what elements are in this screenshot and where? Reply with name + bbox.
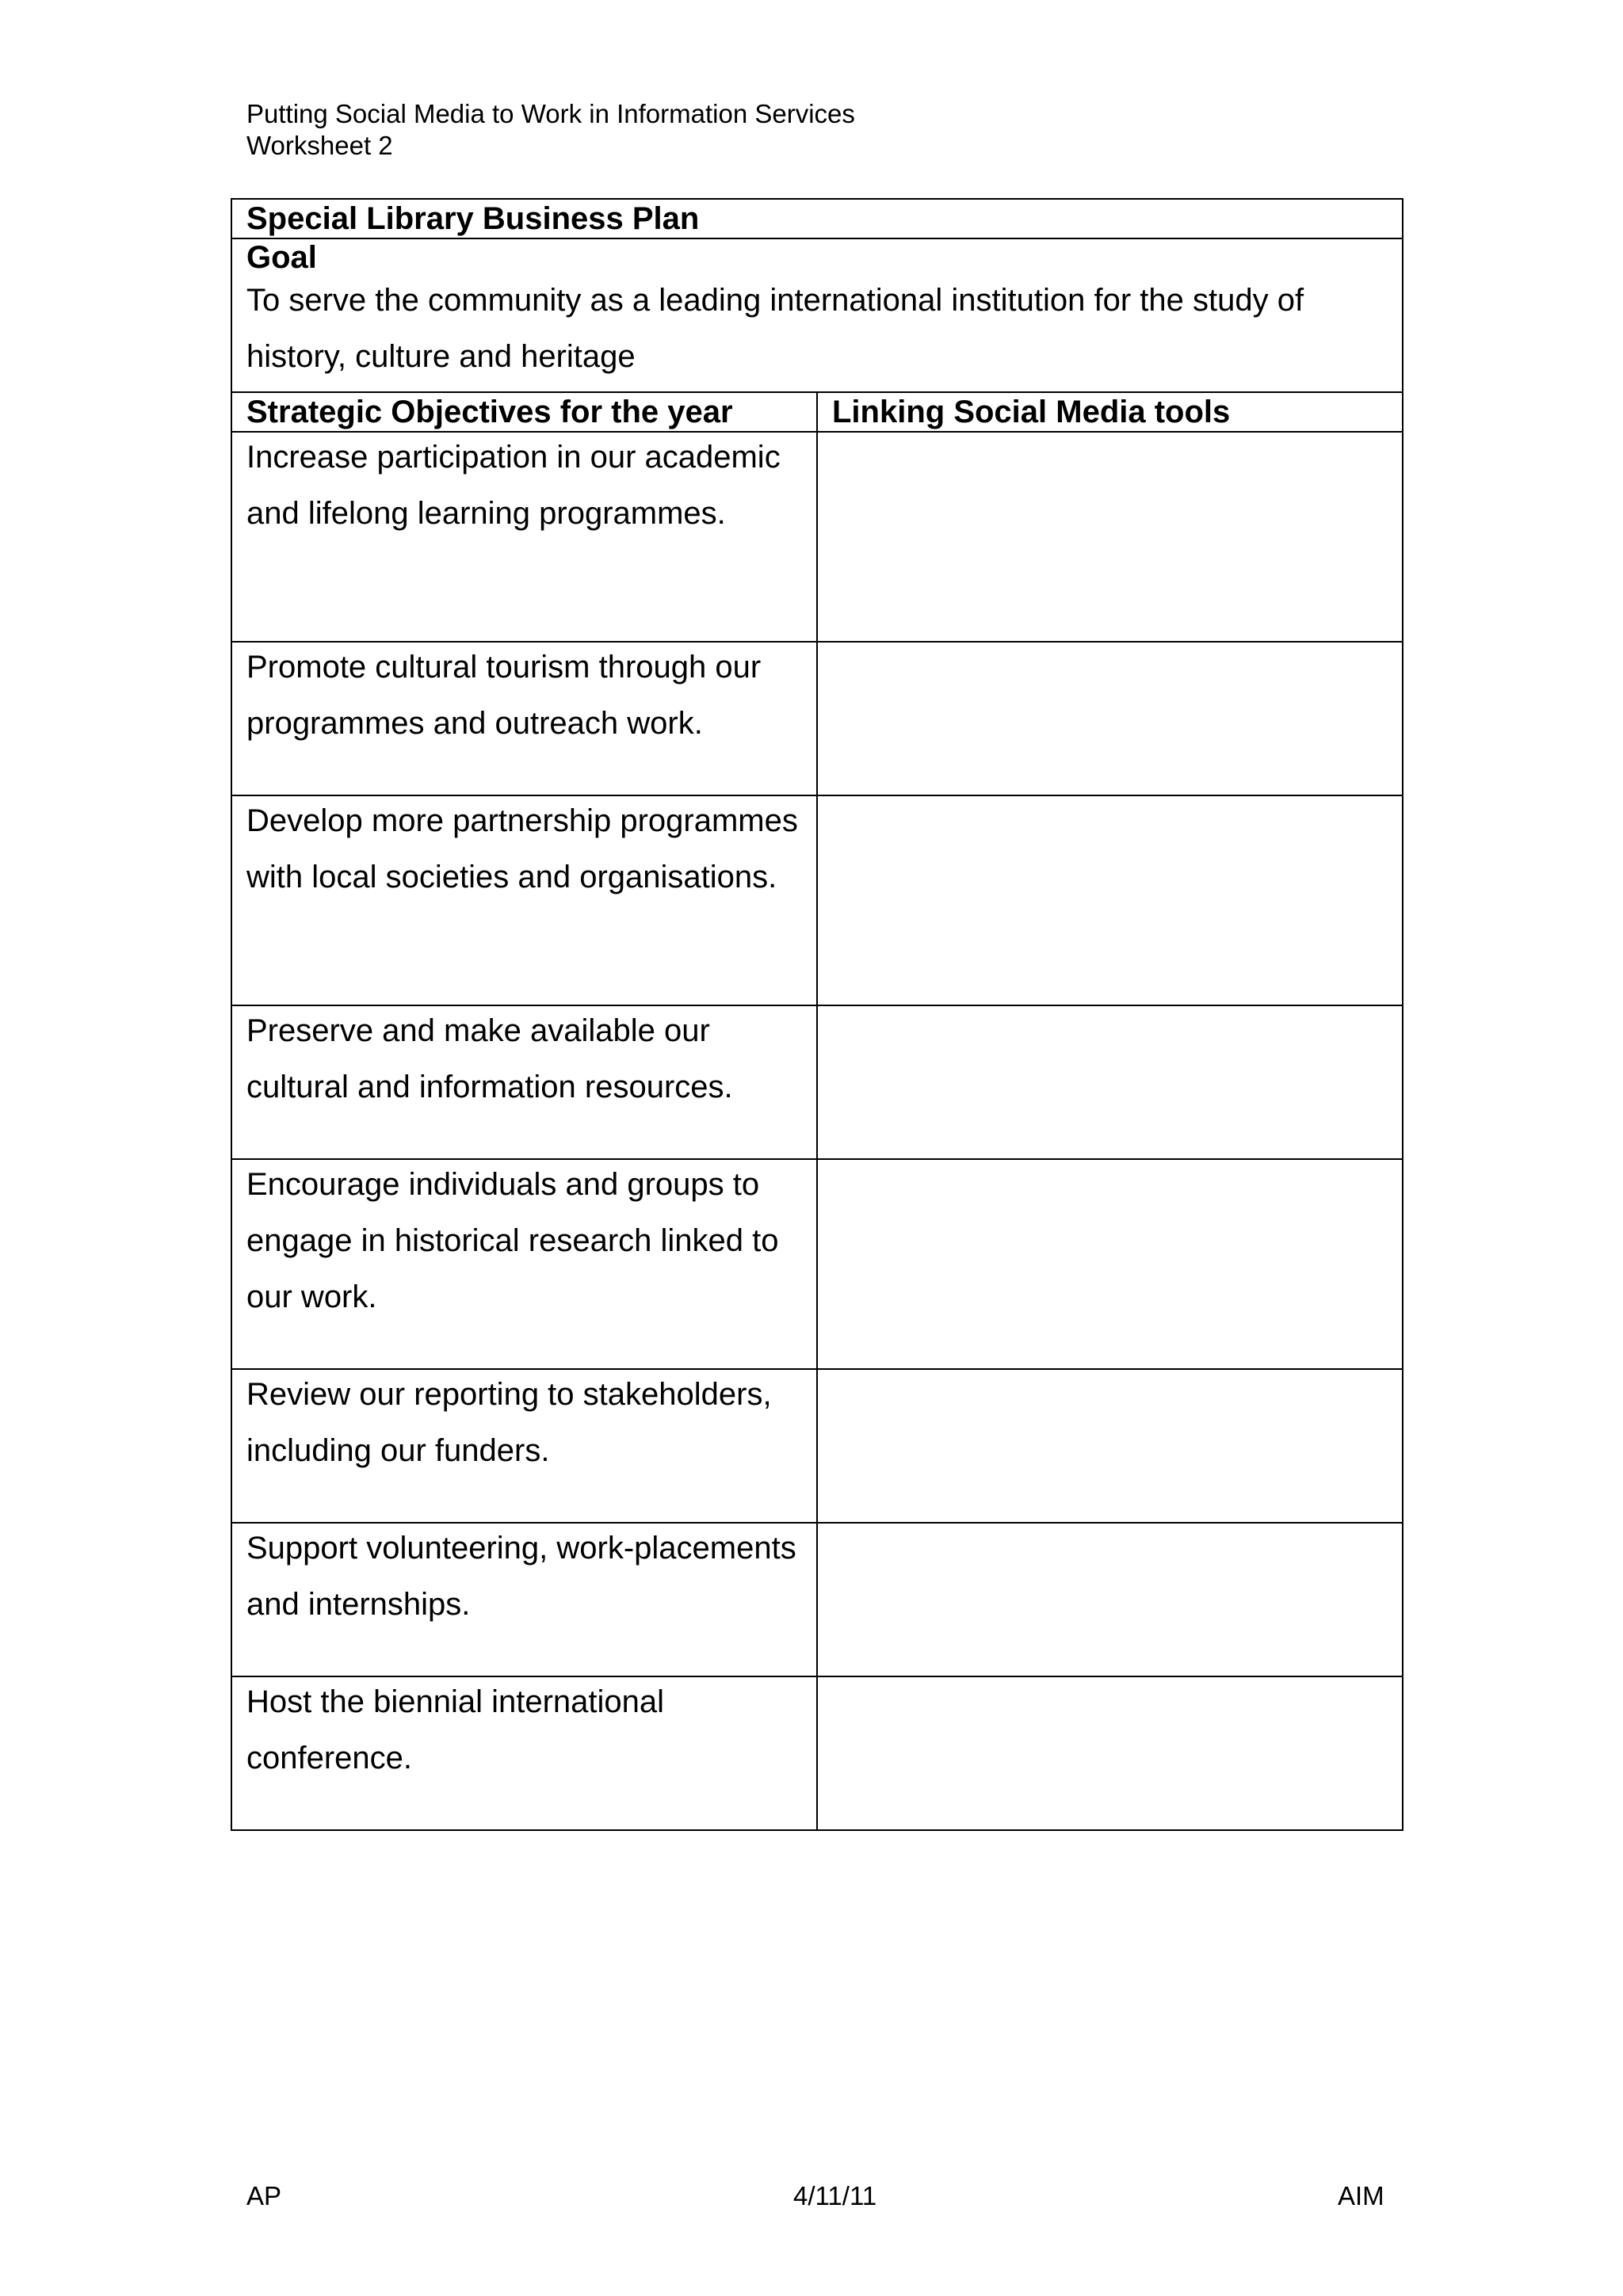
objective-text: Promote cultural tourism through our programmes and outreach work. [246, 650, 762, 741]
tools-cell[interactable] [817, 1676, 1403, 1830]
table-row [231, 1159, 1403, 1369]
goal-label: Goal [246, 240, 317, 275]
objective-text: Support volunteering, work-placements and internships. [246, 1531, 796, 1622]
table-row [231, 1676, 1403, 1830]
tools-cell[interactable] [817, 432, 1403, 642]
table-row [231, 1005, 1403, 1159]
tools-cell[interactable] [817, 1369, 1403, 1523]
table-title-row [231, 199, 1403, 238]
objective-cell [231, 1523, 817, 1676]
objective-cell [231, 1005, 817, 1159]
objective-text: Host the biennial international conference. [246, 1684, 665, 1775]
objective-cell [231, 432, 817, 642]
objective-cell [231, 1676, 817, 1830]
page-header [246, 98, 855, 162]
objective-cell [231, 1159, 817, 1369]
objective-text: Encourage individuals and groups to engage in historical research linked to our work. [246, 1167, 779, 1314]
business-plan-table [231, 198, 1403, 1831]
objective-text: Review our reporting to stakeholders, including our funders. [246, 1377, 772, 1468]
tools-cell[interactable] [817, 1005, 1403, 1159]
table-row [231, 642, 1403, 795]
objective-cell [231, 1369, 817, 1523]
tools-cell[interactable] [817, 642, 1403, 795]
objective-text: Develop more partnership programmes with local societies and organisations. [246, 803, 798, 894]
goal-row [231, 238, 1403, 392]
table-row [231, 1523, 1403, 1676]
table-row [231, 795, 1403, 1005]
document-title: Putting Social Media to Work in Information Services [246, 99, 855, 128]
objective-cell [231, 642, 817, 795]
tools-cell[interactable] [817, 1159, 1403, 1369]
objective-cell [231, 795, 817, 1005]
goal-cell [231, 238, 1403, 392]
objective-text: Preserve and make available our cultural and information resources. [246, 1013, 733, 1104]
tools-cell[interactable] [817, 1523, 1403, 1676]
tools-cell[interactable] [817, 795, 1403, 1005]
footer-date: 4/11/11 [793, 2181, 877, 2210]
tools-column-header: Linking Social Media tools [817, 392, 1403, 432]
footer-organisation: AIM [1338, 2181, 1384, 2210]
column-header-row [231, 392, 1403, 432]
goal-text: To serve the community as a leading international institution for the study of history, culture and heritage [246, 283, 1304, 374]
table-row [231, 432, 1403, 642]
table-title: Special Library Business Plan [231, 199, 1403, 238]
objectives-column-header: Strategic Objectives for the year [231, 392, 817, 432]
footer-author: AP [246, 2181, 282, 2210]
worksheet-label: Worksheet 2 [246, 131, 393, 160]
objective-text: Increase participation in our academic and lifelong learning programmes. [246, 440, 781, 531]
table-row [231, 1369, 1403, 1523]
